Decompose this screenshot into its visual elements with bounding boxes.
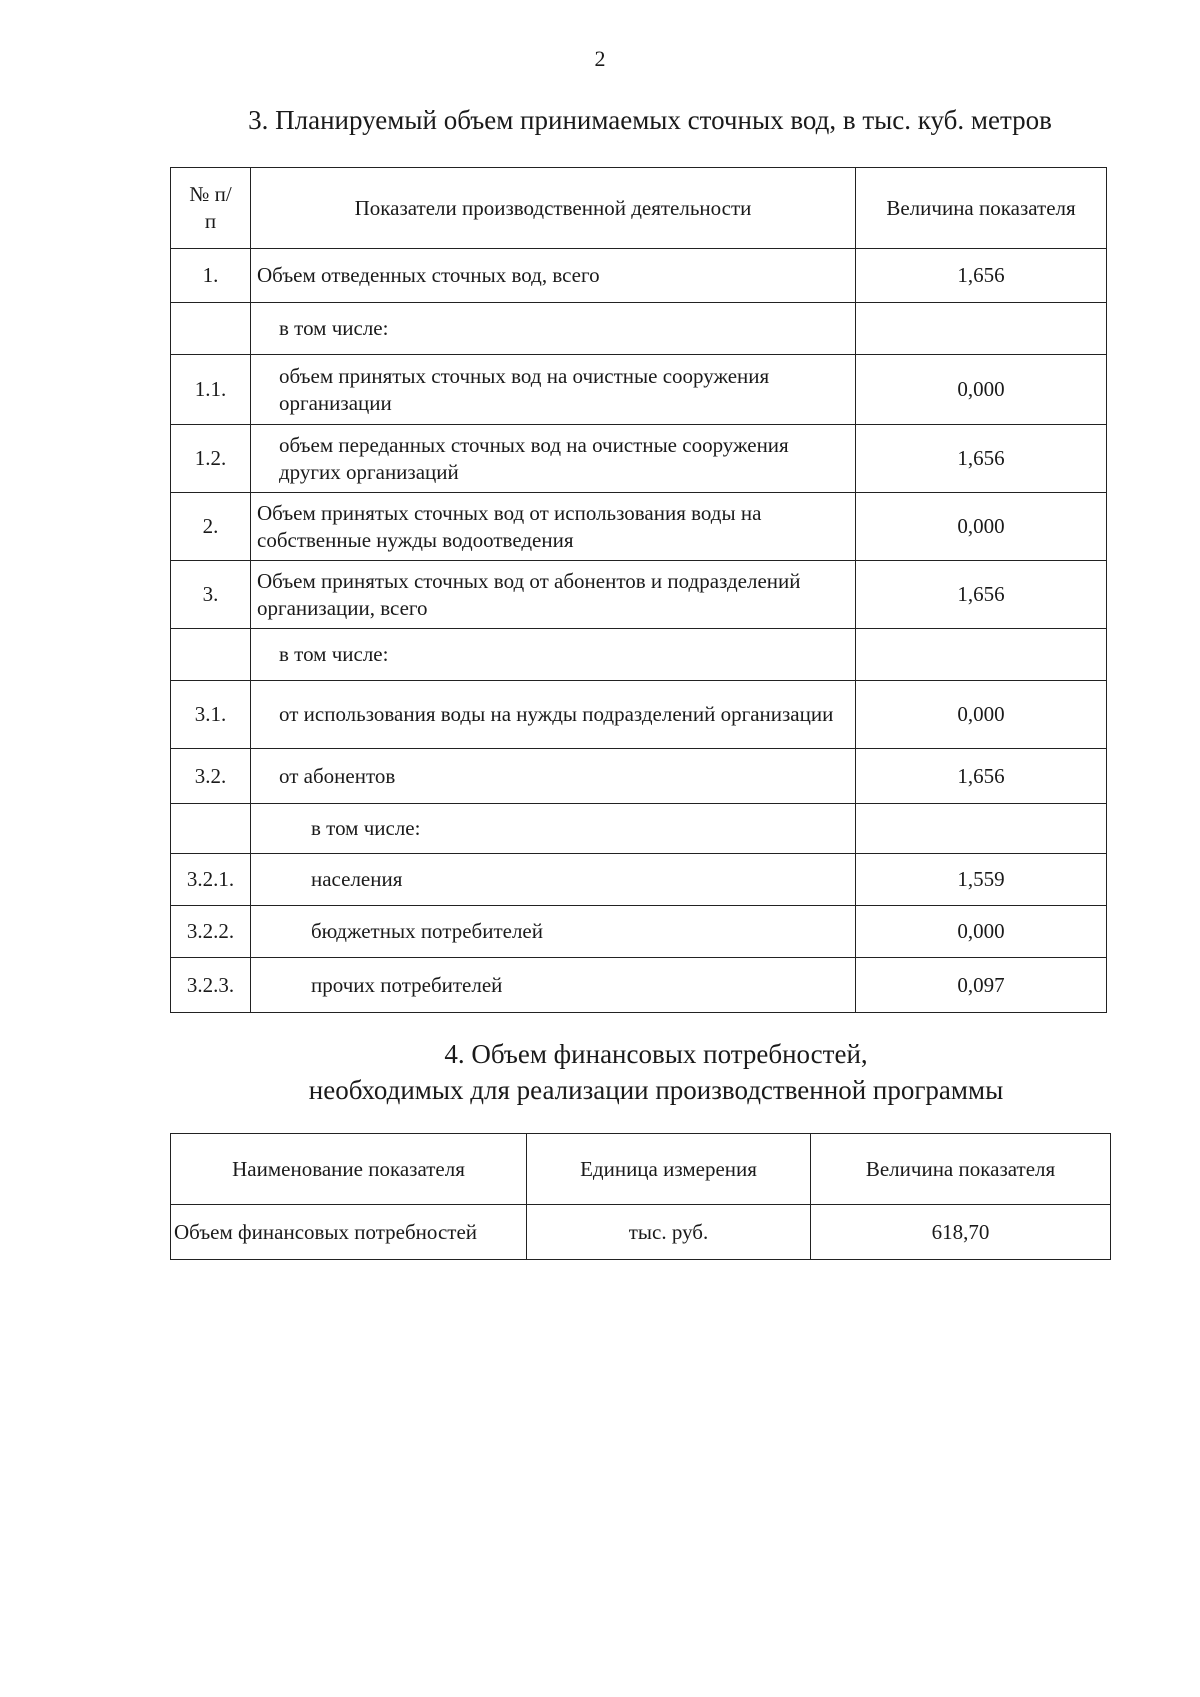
- table-row: [171, 355, 1107, 425]
- row-num: 1.2.: [171, 425, 251, 493]
- row-value: 1,656: [856, 425, 1107, 493]
- row-num: 2.: [171, 493, 251, 561]
- row-num: 3.2.: [171, 749, 251, 804]
- row-num: [171, 303, 251, 355]
- header-unit: Единица измерения: [527, 1134, 811, 1205]
- row-value: 0,000: [856, 493, 1107, 561]
- table-row: [171, 303, 1107, 355]
- financial-needs-table: [170, 1133, 1111, 1260]
- row-num: 3.2.2.: [171, 906, 251, 958]
- header-value: Величина показателя: [856, 168, 1107, 249]
- row-label: населения: [251, 854, 856, 906]
- row-label: прочих потребителей: [251, 958, 856, 1013]
- row-label: объем переданных сточных вод на очистные сооружения других организаций: [251, 425, 856, 493]
- row-num: [171, 804, 251, 854]
- row-value: 1,656: [856, 749, 1107, 804]
- row-value: 1,559: [856, 854, 1107, 906]
- row-value: 1,656: [856, 561, 1107, 629]
- section-4-title-line1: 4. Объем финансовых потребностей,: [444, 1039, 868, 1069]
- table-row: [171, 681, 1107, 749]
- row-value: 0,000: [856, 355, 1107, 425]
- row-unit: тыс. руб.: [527, 1205, 811, 1260]
- header-value: Величина показателя: [811, 1134, 1111, 1205]
- row-value: 0,000: [856, 906, 1107, 958]
- table-row: [171, 854, 1107, 906]
- section-4-title: [56, 1036, 1200, 1108]
- row-value: 618,70: [811, 1205, 1111, 1260]
- row-value: 0,097: [856, 958, 1107, 1013]
- table-header-row: [171, 168, 1107, 249]
- table-row: [171, 804, 1107, 854]
- table-row: [171, 425, 1107, 493]
- row-value: 1,656: [856, 249, 1107, 303]
- page-number: 2: [594, 46, 606, 71]
- row-label: от абонентов: [251, 749, 856, 804]
- row-label: в том числе:: [251, 629, 856, 681]
- row-label: в том числе:: [251, 303, 856, 355]
- header-indicator: Показатели производственной деятельности: [251, 168, 856, 249]
- row-label: объем принятых сточных вод на очистные сооружения организации: [251, 355, 856, 425]
- row-label: от использования воды на нужды подразделений организации: [251, 681, 856, 749]
- section-4-title-line2: необходимых для реализации производственной программы: [308, 1075, 1004, 1105]
- row-label: в том числе:: [251, 804, 856, 854]
- table-row: [171, 249, 1107, 303]
- table-header-row: [171, 1134, 1111, 1205]
- row-num: 1.1.: [171, 355, 251, 425]
- row-num: 1.: [171, 249, 251, 303]
- row-num: 3.1.: [171, 681, 251, 749]
- table-row: [171, 493, 1107, 561]
- section-3-title: 3. Планируемый объем принимаемых сточных вод, в тыс. куб. метров: [248, 105, 1052, 135]
- row-value: 0,000: [856, 681, 1107, 749]
- header-num: № п/п: [171, 168, 251, 249]
- row-label: Объем отведенных сточных вод, всего: [251, 249, 856, 303]
- table-row: [171, 749, 1107, 804]
- wastewater-volume-table: [170, 167, 1107, 1013]
- row-value: [856, 629, 1107, 681]
- row-label: Объем принятых сточных вод от использования воды на собственные нужды водоотведения: [251, 493, 856, 561]
- row-num: 3.2.3.: [171, 958, 251, 1013]
- table-row: [171, 906, 1107, 958]
- row-label: Объем принятых сточных вод от абонентов и подразделений организации, всего: [251, 561, 856, 629]
- header-name: Наименование показателя: [171, 1134, 527, 1205]
- row-name: Объем финансовых потребностей: [171, 1205, 527, 1260]
- row-num: 3.2.1.: [171, 854, 251, 906]
- table-row: [171, 958, 1107, 1013]
- row-value: [856, 303, 1107, 355]
- row-value: [856, 804, 1107, 854]
- row-label: бюджетных потребителей: [251, 906, 856, 958]
- row-num: [171, 629, 251, 681]
- table-row: [171, 561, 1107, 629]
- row-num: 3.: [171, 561, 251, 629]
- table-row: [171, 1205, 1111, 1260]
- table-row: [171, 629, 1107, 681]
